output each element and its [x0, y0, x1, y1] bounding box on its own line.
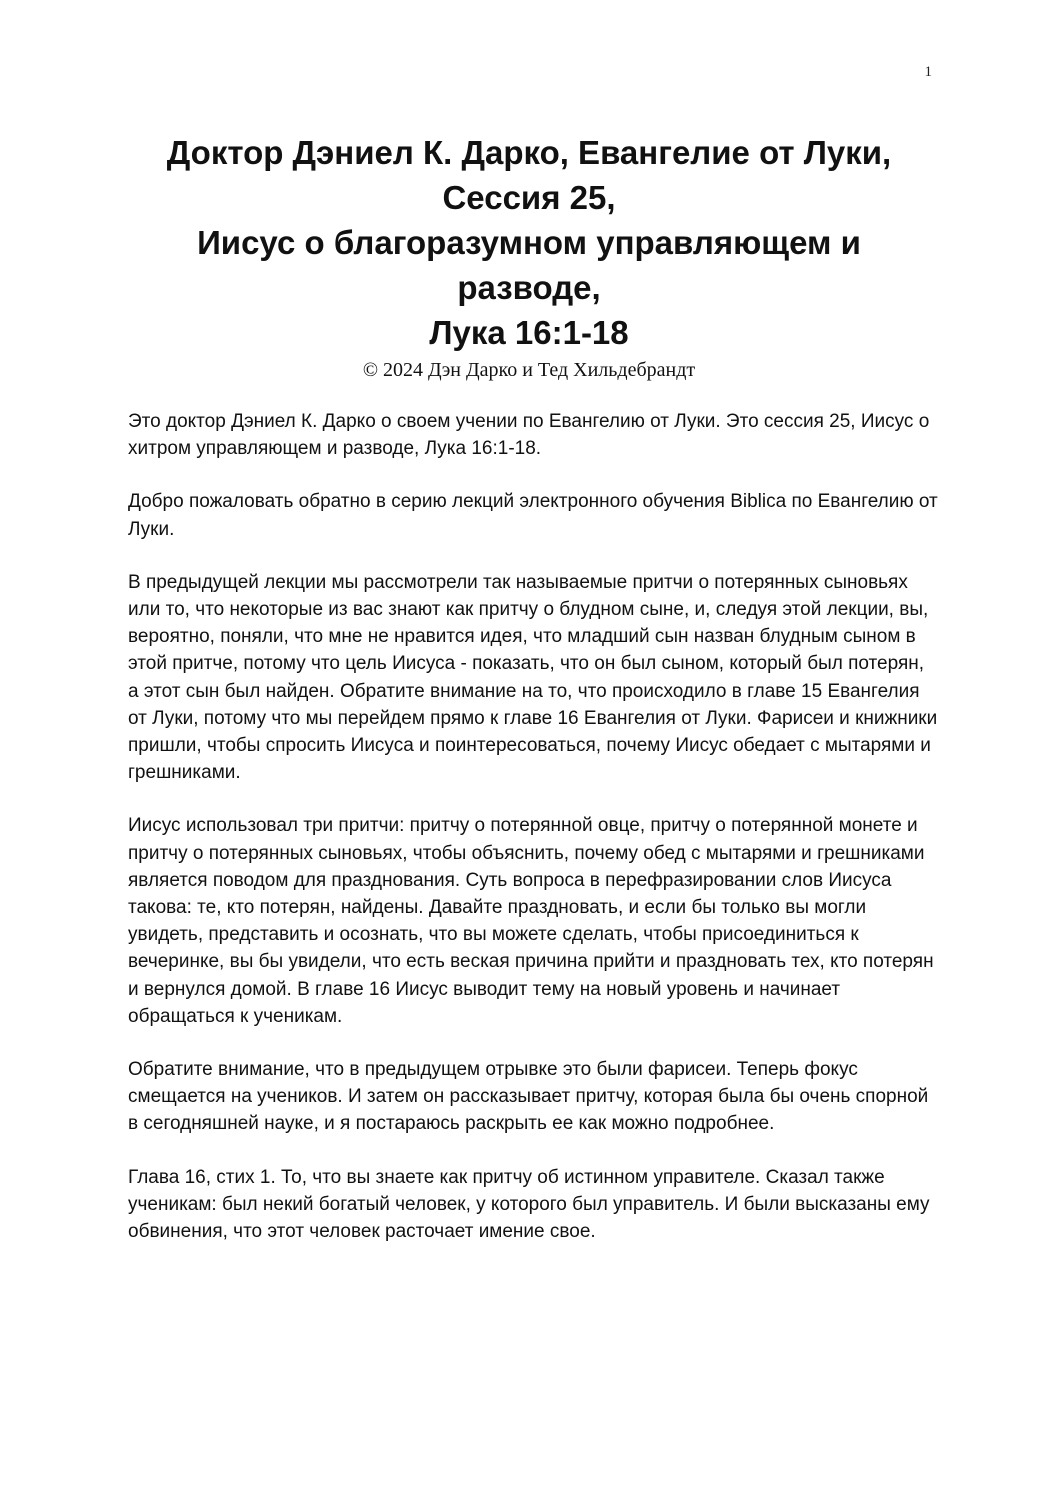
title-line: Иисус о благоразумном управляющем и [197, 224, 861, 261]
title-line: Сессия 25, [442, 179, 616, 216]
paragraph: Добро пожаловать обратно в серию лекций электронного обучения Biblica по Евангелию от Луки. [128, 491, 938, 540]
document-title [100, 130, 958, 384]
copyright-notice: © 2024 Дэн Дарко и Тед Хильдебрандт [362, 359, 696, 381]
paragraph: Глава 16, стих 1. То, что вы знаете как притчу об истинном управителе. Сказал также ученикам: был некий богатый человек, у которого был управитель. И были высказаны ему обвинения, что этот человек расточает имение свое. [128, 1166, 930, 1243]
paragraph: В предыдущей лекции мы рассмотрели так называемые притчи о потерянных сыновьях или то, что некоторые из вас знают как притчу о блудном сыне, и, следуя этой лекции, вы, вероятно, поняли, что мне не нравится идея, что младший сын назван блудным сыном в этой притче, потому что цель Иисуса - показать, что он был сыном, который был потерян, а этот сын был найден. Обратите внимание на то, что происходило в главе 15 Евангелия от Луки, потому что мы перейдем прямо к главе 16 Евангелия от Луки. Фарисеи и книжники пришли, чтобы спросить Иисуса и поинтересоваться, почему Иисус обедает с мытарями и грешниками. [128, 571, 938, 784]
title-line: разводе, [457, 269, 601, 306]
title-line: Доктор Дэниел К. Дарко, Евангелие от Луки, [166, 134, 892, 171]
title-line: Лука 16:1-18 [429, 314, 629, 351]
paragraph: Иисус использовал три притчи: притчу о потерянной овце, притчу о потерянной монете и притчу о потерянных сыновьях, чтобы объяснить, почему обед с мытарями и грешниками является поводом для празднования. Суть вопроса в перефразировании слов Иисуса такова: те, кто потерян, найдены. Давайте праздновать, и если бы только вы могли увидеть, представить и осознать, что вы можете сделать, чтобы присоединиться к вечеринке, вы бы увидели, что есть веская причина прийти и праздновать тех, кто потерян и вернулся домой. В главе 16 Иисус выводит тему на новый уровень и начинает обращаться к ученикам. [128, 815, 934, 1027]
page-number: 1 [924, 64, 932, 80]
paragraph: Это доктор Дэниел К. Дарко о своем учении по Евангелию от Луки. Это сессия 25, Иисус о хитром управляющем и разводе, Лука 16:1-18. [128, 411, 930, 460]
document-body [128, 408, 938, 1271]
paragraph: Обратите внимание, что в предыдущем отрывке это были фарисеи. Теперь фокус смещается на учеников. И затем он рассказывает притчу, которая была бы очень спорной в сегодняшней науке, и я постараюсь раскрыть ее как можно подробнее. [128, 1059, 929, 1135]
